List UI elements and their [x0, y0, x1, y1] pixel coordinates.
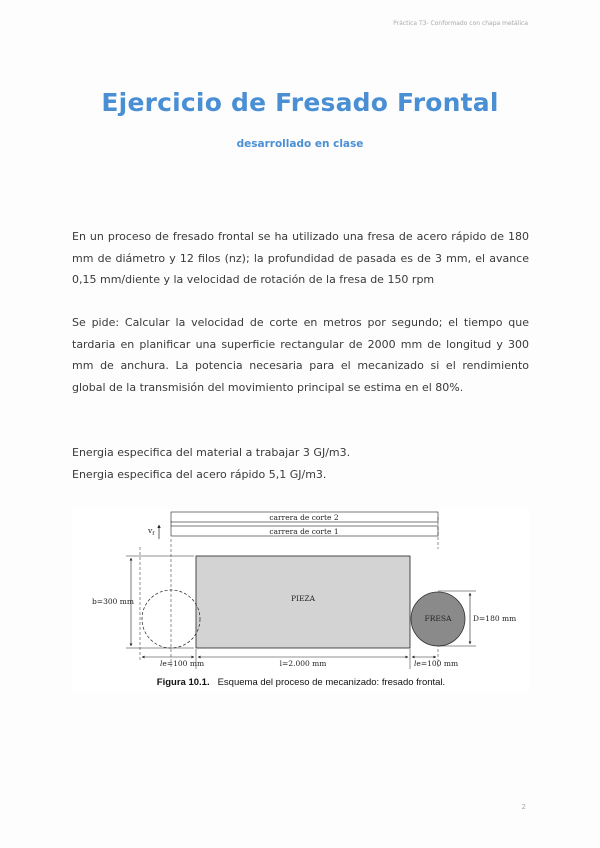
figure-caption-text: Esquema del proceso de mecanizado: fresado frontal. [217, 677, 446, 688]
specific-energy-paragraph [72, 442, 529, 485]
running-header: Práctica T3- Conformado con chapa metálica [393, 20, 528, 27]
width-label: b=300 mm [92, 597, 135, 606]
material-energy-line: Energia especifica del material a trabajar 3 GJ/m3. [72, 446, 351, 459]
figure-caption [72, 677, 530, 688]
tool-energy-line: Energia especifica del acero rápido 5,1 GJ/m3. [72, 467, 327, 481]
milling-diagram [72, 509, 530, 691]
page-number: 2 [521, 803, 526, 811]
problem-statement-paragraph: En un proceso de fresado frontal se ha utilizado una fresa de acero rápido de 180 mm de diámetro y 12 filos (nz); la profundidad de pasada es de 3 mm, el avance 0,15 mm/diente y la velocidad de rotación de la fresa de 150 rpm [72, 230, 529, 287]
page-subtitle: desarrollado en clase [236, 138, 364, 150]
carrera-1-label: carrera de corte 1 [269, 527, 339, 536]
question-paragraph: Se pide: Calcular la velocidad de corte en metros por segundo; el tiempo que tardaria en planificar una superficie rectangular de 2000 mm de longitud y 300 mm de anchura. La potencia necesaria para el mecanizado si el rendimiento global de la transmisión del movimiento principal se estima en el 80%. [72, 316, 529, 395]
vf-label: $v_f$ [148, 526, 155, 537]
right-exit-length-label: le=100 mm [414, 659, 459, 668]
figure-number: Figura 10.1. [156, 677, 210, 688]
carrera-2-label: carrera de corte 2 [269, 513, 339, 522]
length-label: l=2.000 mm [279, 659, 327, 668]
milling-diagram-svg [72, 509, 530, 691]
left-entry-length-label: le=100 mm [160, 659, 205, 668]
page-title: Ejercicio de Fresado Frontal [101, 88, 499, 117]
cutter-label: FRESA [424, 614, 452, 623]
workpiece-label: PIEZA [290, 594, 316, 603]
diameter-label: D=180 mm [473, 614, 517, 623]
